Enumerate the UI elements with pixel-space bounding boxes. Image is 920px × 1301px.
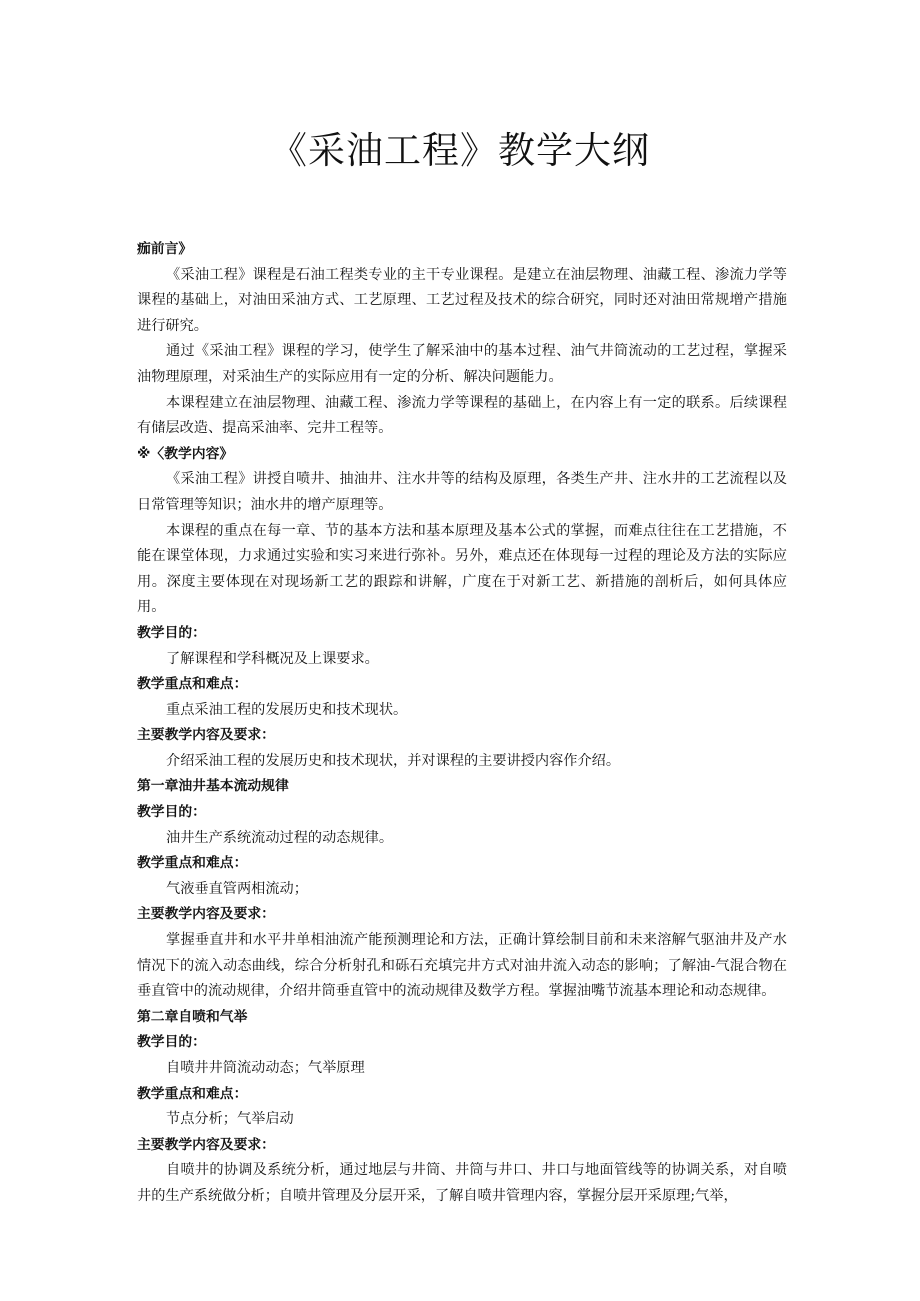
- document-title: 《采油工程》教学大纲: [270, 129, 650, 172]
- paragraph: 了解课程和学科概况及上课要求。: [166, 650, 379, 667]
- subheading-key-points: 教学重点和难点：: [137, 855, 248, 872]
- paragraph: 自喷井的协调及系统分析，通过地层与井筒、井筒与井口、井口与地面管线等的协调关系，对自喷井的生产系统做分析；自喷井管理及分层开采，了解自喷井管理内容，掌握分层开采原理;气举，: [137, 1162, 787, 1204]
- paragraph: 自喷井井筒流动动态；气举原理: [166, 1060, 365, 1076]
- paragraph: 油井生产系统流动过程的动态规律。: [166, 829, 394, 846]
- paragraph: 本课程建立在油层物理、油藏工程、渗流力学等课程的基础上，在内容上有一定的联系。后续课程有储层改造、提高采油率、完井工程等。: [137, 394, 787, 437]
- paragraph: 掌握垂直井和水平井单相油流产能预测理论和方法，正确计算绘制目前和未来溶解气驱油井及产水情况下的流入动态曲线，综合分析射孔和砾石充填完井方式对油井流入动态的影响；了解油-气混合物在垂直管中的流动规律，介绍井筒垂直管中的流动规律及数学方程。掌握油嘴节流基本理论和动态规律。: [137, 932, 787, 1000]
- chapter-heading-2: 第二章自喷和气举: [137, 1008, 248, 1025]
- paragraph: 重点采油工程的发展历史和技术现状。: [166, 701, 408, 718]
- paragraph: 气液垂直管两相流动；: [166, 880, 308, 897]
- subheading-main-content: 主要教学内容及要求：: [137, 906, 275, 923]
- paragraph: 节点分析；气举启动: [166, 1111, 294, 1128]
- document-body: [137, 237, 787, 1210]
- paragraph: 《采油工程》讲授自喷井、抽油井、注水井等的结构及原理，各类生产井、注水井的工艺流程以及日常管理等知识；油水井的增产原理等。: [137, 471, 787, 513]
- subheading-teaching-objective: 教学目的：: [137, 804, 206, 821]
- section-heading-preface: 痂前言》: [137, 241, 193, 257]
- chapter-heading-1: 第一章油井基本流动规律: [137, 778, 289, 795]
- subheading-main-content: 主要教学内容及要求：: [137, 1136, 275, 1153]
- subheading-teaching-objective: 教学目的：: [137, 1034, 206, 1051]
- paragraph: 通过《采油工程》课程的学习，使学生了解采油中的基本过程、油气井筒流动的工艺过程，掌握采油物理原理，对采油生产的实际应用有一定的分析、解决问题能力。: [137, 343, 787, 385]
- subheading-teaching-objective: 教学目的：: [137, 624, 206, 641]
- paragraph: 本课程的重点在每一章、节的基本方法和基本原理及基本公式的掌握，而难点往往在工艺措施，不能在课堂体现，力求通过实验和实习来进行弥补。另外，难点还在体现每一过程的理论及方法的实际应用。深度主要体现在对现场新工艺的跟踪和讲解，广度在于对新工艺、新措施的剖析后，如何具体应用。: [137, 522, 787, 616]
- paragraph: 《采油工程》课程是石油工程类专业的主干专业课程。是建立在油层物理、油藏工程、渗流力学等课程的基础上，对油田采油方式、工艺原理、工艺过程及技术的综合研究，同时还对油田常规增产措施进行研究。: [137, 266, 787, 334]
- paragraph: 介绍采油工程的发展历史和技术现状，并对课程的主要讲授内容作介绍。: [166, 752, 621, 769]
- subheading-main-content: 主要教学内容及要求：: [137, 727, 275, 744]
- section-heading-teaching-content: ※〈教学内容》: [137, 445, 234, 462]
- subheading-key-points: 教学重点和难点：: [137, 676, 248, 693]
- subheading-key-points: 教学重点和难点：: [137, 1085, 248, 1102]
